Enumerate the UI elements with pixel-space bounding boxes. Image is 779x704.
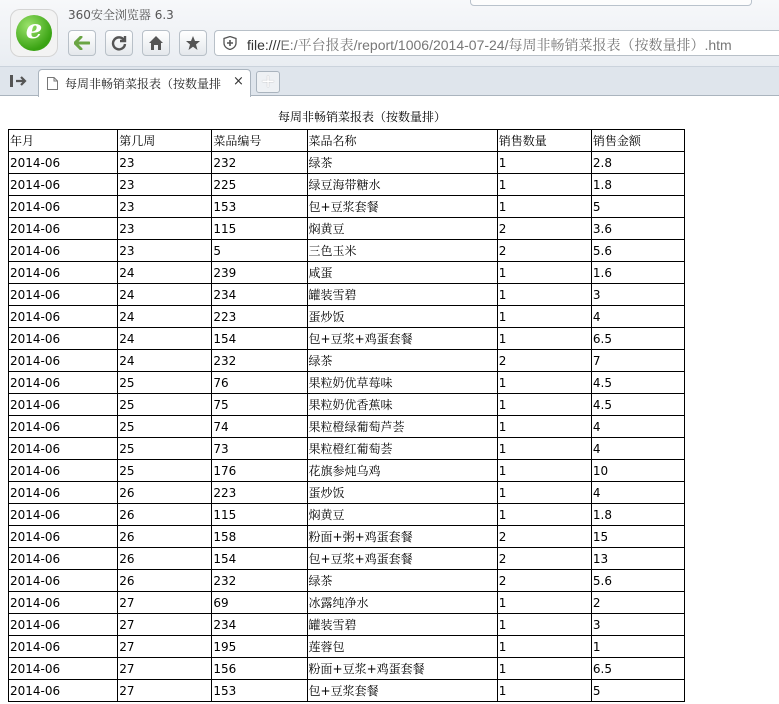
app-title: 360安全浏览器 6.3 [68, 8, 174, 22]
cell-dish-name: 蛋炒饭 [307, 482, 497, 504]
cell-week: 25 [118, 460, 212, 482]
cell-quantity: 2 [497, 570, 591, 592]
refresh-button[interactable] [105, 30, 133, 56]
cell-dish-name: 包+豆浆+鸡蛋套餐 [307, 548, 497, 570]
cell-amount: 5 [591, 680, 684, 702]
home-icon [148, 35, 164, 51]
cell-amount: 2 [591, 592, 684, 614]
cell-dish-name: 包+豆浆套餐 [307, 680, 497, 702]
table-row [9, 174, 685, 196]
cell-year-month: 2014-06 [9, 592, 118, 614]
cell-amount: 1.8 [591, 174, 684, 196]
cell-amount: 6.5 [591, 658, 684, 680]
cell-week: 25 [118, 438, 212, 460]
cell-amount: 3 [591, 614, 684, 636]
top-search-box[interactable] [470, 0, 752, 6]
header-dish-name: 菜品名称 [307, 130, 497, 152]
document-icon [47, 77, 58, 90]
cell-week: 24 [118, 328, 212, 350]
cell-quantity: 1 [497, 284, 591, 306]
cell-amount: 6.5 [591, 328, 684, 350]
cell-quantity: 1 [497, 152, 591, 174]
table-row [9, 416, 685, 438]
cell-dish-id: 75 [212, 394, 307, 416]
cell-year-month: 2014-06 [9, 394, 118, 416]
cell-amount: 4 [591, 416, 684, 438]
cell-dish-id: 232 [212, 570, 307, 592]
cell-amount: 5.6 [591, 240, 684, 262]
cell-week: 23 [118, 240, 212, 262]
cell-dish-id: 5 [212, 240, 307, 262]
cell-year-month: 2014-06 [9, 350, 118, 372]
cell-dish-id: 154 [212, 328, 307, 350]
report-table [8, 129, 685, 702]
cell-dish-id: 76 [212, 372, 307, 394]
cell-quantity: 1 [497, 196, 591, 218]
cell-dish-id: 223 [212, 306, 307, 328]
cell-week: 24 [118, 350, 212, 372]
cell-dish-id: 115 [212, 218, 307, 240]
cell-year-month: 2014-06 [9, 416, 118, 438]
cell-amount: 3 [591, 284, 684, 306]
table-row [9, 262, 685, 284]
cell-dish-id: 154 [212, 548, 307, 570]
cell-week: 26 [118, 526, 212, 548]
cell-amount: 10 [591, 460, 684, 482]
cell-amount: 1.6 [591, 262, 684, 284]
back-button[interactable] [68, 30, 96, 56]
cell-quantity: 1 [497, 614, 591, 636]
browser-logo-icon[interactable] [10, 9, 58, 57]
table-row [9, 350, 685, 372]
cell-dish-id: 232 [212, 350, 307, 372]
cell-week: 26 [118, 548, 212, 570]
cell-amount: 4.5 [591, 372, 684, 394]
cell-week: 27 [118, 680, 212, 702]
cell-quantity: 1 [497, 636, 591, 658]
cell-dish-name: 三色玉米 [307, 240, 497, 262]
favorites-button[interactable] [179, 30, 207, 56]
cell-year-month: 2014-06 [9, 570, 118, 592]
cell-dish-id: 156 [212, 658, 307, 680]
cell-dish-name: 罐装雪碧 [307, 614, 497, 636]
cell-amount: 4.5 [591, 394, 684, 416]
cell-dish-id: 74 [212, 416, 307, 438]
shield-icon [223, 36, 237, 50]
cell-dish-name: 果粒橙绿葡萄芦荟 [307, 416, 497, 438]
cell-year-month: 2014-06 [9, 614, 118, 636]
cell-week: 23 [118, 174, 212, 196]
cell-amount: 1 [591, 636, 684, 658]
cell-dish-name: 焖黄豆 [307, 504, 497, 526]
cell-dish-name: 果粒奶优草莓味 [307, 372, 497, 394]
table-row [9, 636, 685, 658]
ie-e-logo-icon: e [25, 15, 43, 45]
cell-dish-name: 焖黄豆 [307, 218, 497, 240]
cell-week: 23 [118, 152, 212, 174]
table-row [9, 548, 685, 570]
cell-week: 24 [118, 306, 212, 328]
table-row [9, 658, 685, 680]
cell-year-month: 2014-06 [9, 196, 118, 218]
cell-quantity: 1 [497, 438, 591, 460]
table-row [9, 460, 685, 482]
browser-toolbar [0, 0, 779, 66]
cell-amount: 1.8 [591, 504, 684, 526]
cell-dish-id: 176 [212, 460, 307, 482]
cell-dish-name: 包+豆浆套餐 [307, 196, 497, 218]
cell-year-month: 2014-06 [9, 262, 118, 284]
tab-label: 每周非畅销菜报表（按数量排 [65, 77, 222, 91]
table-row [9, 482, 685, 504]
star-icon [185, 35, 201, 51]
cell-week: 27 [118, 614, 212, 636]
cell-year-month: 2014-06 [9, 218, 118, 240]
cell-dish-name: 绿茶 [307, 152, 497, 174]
cell-week: 26 [118, 570, 212, 592]
table-row [9, 328, 685, 350]
url-scheme: file:/// [247, 37, 281, 53]
cell-quantity: 1 [497, 416, 591, 438]
cell-year-month: 2014-06 [9, 526, 118, 548]
cell-year-month: 2014-06 [9, 460, 118, 482]
table-row [9, 570, 685, 592]
cell-amount: 4 [591, 306, 684, 328]
cell-year-month: 2014-06 [9, 636, 118, 658]
cell-dish-name: 花旗参炖乌鸡 [307, 460, 497, 482]
cell-week: 27 [118, 658, 212, 680]
cell-quantity: 2 [497, 218, 591, 240]
cell-amount: 13 [591, 548, 684, 570]
cell-year-month: 2014-06 [9, 504, 118, 526]
cell-dish-name: 咸蛋 [307, 262, 497, 284]
table-row [9, 240, 685, 262]
table-row [9, 372, 685, 394]
back-arrow-icon [74, 36, 90, 50]
cell-dish-id: 234 [212, 284, 307, 306]
cell-amount: 4 [591, 482, 684, 504]
cell-dish-id: 153 [212, 196, 307, 218]
table-row [9, 218, 685, 240]
table-row [9, 306, 685, 328]
cell-dish-name: 包+豆浆+鸡蛋套餐 [307, 328, 497, 350]
table-row [9, 394, 685, 416]
cell-dish-id: 195 [212, 636, 307, 658]
cell-dish-name: 蛋炒饭 [307, 306, 497, 328]
table-row [9, 592, 685, 614]
refresh-icon [111, 35, 127, 51]
cell-quantity: 2 [497, 350, 591, 372]
cell-quantity: 1 [497, 372, 591, 394]
report-title: 每周非畅销菜报表（按数量排） [277, 110, 446, 124]
cell-year-month: 2014-06 [9, 680, 118, 702]
table-row [9, 526, 685, 548]
cell-year-month: 2014-06 [9, 284, 118, 306]
cell-year-month: 2014-06 [9, 658, 118, 680]
table-row [9, 284, 685, 306]
cell-dish-id: 153 [212, 680, 307, 702]
table-header-row [9, 130, 685, 152]
tab-strip [0, 66, 779, 96]
table-row [9, 680, 685, 702]
cell-dish-name: 绿豆海带糖水 [307, 174, 497, 196]
cell-dish-id: 239 [212, 262, 307, 284]
cell-week: 26 [118, 504, 212, 526]
cell-dish-name: 冰露纯净水 [307, 592, 497, 614]
cell-quantity: 1 [497, 174, 591, 196]
cell-year-month: 2014-06 [9, 306, 118, 328]
cell-quantity: 1 [497, 482, 591, 504]
cell-quantity: 1 [497, 504, 591, 526]
cell-year-month: 2014-06 [9, 328, 118, 350]
home-button[interactable] [142, 30, 170, 56]
table-row [9, 438, 685, 460]
cell-dish-name: 果粒橙红葡萄荟 [307, 438, 497, 460]
cell-dish-name: 罐装雪碧 [307, 284, 497, 306]
cell-dish-id: 232 [212, 152, 307, 174]
cell-quantity: 1 [497, 262, 591, 284]
cell-quantity: 1 [497, 680, 591, 702]
cell-week: 25 [118, 394, 212, 416]
cell-dish-id: 223 [212, 482, 307, 504]
cell-week: 27 [118, 636, 212, 658]
cell-amount: 4 [591, 438, 684, 460]
cell-year-month: 2014-06 [9, 152, 118, 174]
cell-dish-name: 绿茶 [307, 570, 497, 592]
cell-quantity: 1 [497, 460, 591, 482]
table-row [9, 614, 685, 636]
cell-quantity: 2 [497, 240, 591, 262]
cell-dish-name: 果粒奶优香蕉味 [307, 394, 497, 416]
cell-year-month: 2014-06 [9, 548, 118, 570]
tab-report[interactable] [38, 69, 251, 97]
header-amount: 销售金额 [591, 130, 684, 152]
cell-week: 26 [118, 482, 212, 504]
cell-dish-id: 158 [212, 526, 307, 548]
cell-week: 24 [118, 284, 212, 306]
cell-amount: 2.8 [591, 152, 684, 174]
table-row [9, 504, 685, 526]
cell-quantity: 1 [497, 306, 591, 328]
cell-year-month: 2014-06 [9, 438, 118, 460]
cell-week: 25 [118, 416, 212, 438]
table-row [9, 152, 685, 174]
cell-dish-name: 粉面+粥+鸡蛋套餐 [307, 526, 497, 548]
cell-dish-id: 225 [212, 174, 307, 196]
cell-amount: 7 [591, 350, 684, 372]
table-row [9, 196, 685, 218]
cell-week: 23 [118, 218, 212, 240]
sidebar-toggle-icon[interactable] [8, 72, 28, 90]
cell-week: 27 [118, 592, 212, 614]
cell-week: 23 [118, 196, 212, 218]
new-tab-button[interactable]: + [256, 71, 280, 93]
cell-quantity: 1 [497, 328, 591, 350]
header-dish-id: 菜品编号 [212, 130, 307, 152]
cell-amount: 15 [591, 526, 684, 548]
address-url [247, 35, 732, 55]
cell-dish-id: 69 [212, 592, 307, 614]
cell-quantity: 1 [497, 658, 591, 680]
cell-dish-name: 绿茶 [307, 350, 497, 372]
cell-week: 24 [118, 262, 212, 284]
cell-quantity: 1 [497, 394, 591, 416]
cell-amount: 3.6 [591, 218, 684, 240]
tab-close-button[interactable]: × [233, 74, 244, 89]
cell-week: 25 [118, 372, 212, 394]
cell-year-month: 2014-06 [9, 174, 118, 196]
address-bar[interactable] [214, 30, 779, 56]
header-year-month: 年月 [9, 130, 118, 152]
cell-dish-name: 粉面+豆浆+鸡蛋套餐 [307, 658, 497, 680]
url-path: E:/平台报表/report/1006/2014-07-24/每周非畅销菜报表（按数量排）.htm [280, 37, 732, 53]
cell-dish-name: 莲蓉包 [307, 636, 497, 658]
cell-year-month: 2014-06 [9, 240, 118, 262]
header-week: 第几周 [118, 130, 212, 152]
cell-quantity: 2 [497, 548, 591, 570]
cell-dish-id: 73 [212, 438, 307, 460]
cell-amount: 5.6 [591, 570, 684, 592]
cell-year-month: 2014-06 [9, 372, 118, 394]
cell-year-month: 2014-06 [9, 482, 118, 504]
header-quantity: 销售数量 [497, 130, 591, 152]
cell-dish-id: 234 [212, 614, 307, 636]
cell-amount: 5 [591, 196, 684, 218]
cell-quantity: 2 [497, 526, 591, 548]
cell-dish-id: 115 [212, 504, 307, 526]
cell-quantity: 1 [497, 592, 591, 614]
